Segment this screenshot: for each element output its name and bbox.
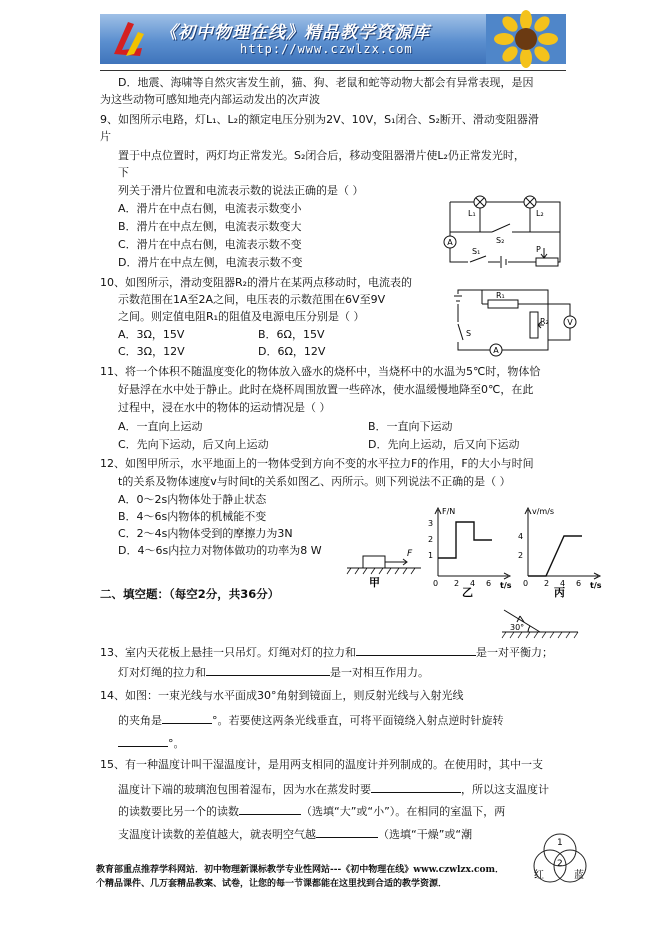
block-object: [363, 556, 385, 568]
q13-text-b: 是一对平衡力；: [476, 646, 553, 659]
q12-chart-yi: [420, 504, 516, 599]
q15-text-g: （选填“干燥”或“潮: [378, 828, 473, 841]
question-line: A．3Ω，15V: [118, 328, 185, 341]
question-line: D．滑片在中点左侧，电流表示数不变: [118, 256, 303, 269]
q13-text-d: 是一对相互作用力。: [330, 666, 429, 679]
question-line: C．先向下运动，后又向上运动: [118, 438, 269, 451]
q13-line2: [118, 664, 429, 680]
q12-x4-label: 4: [470, 579, 476, 588]
site-title: 《初中物理在线》精品教学资源库: [160, 23, 430, 43]
q12-x6-label: 6: [486, 579, 492, 588]
logo-lan: 蓝: [574, 870, 584, 881]
question-line: C．3Ω，12V: [118, 345, 185, 358]
question-line: A．0～2s内物体处于静止状态: [118, 493, 267, 506]
q12-y2-label: 2: [428, 535, 434, 544]
q12-y4-label: 4: [518, 532, 524, 541]
q12-y1-label: 1: [428, 551, 434, 560]
question-line: t的关系及物体速度v与时间t的关系如图乙、丙所示。则下列说法不正确的是（ ）: [118, 475, 511, 488]
question-line: B．6Ω，15V: [258, 328, 325, 341]
question-line: 11、将一个体积不随温度变化的物体放入盛水的烧杯中，当烧杯中的水温为5℃时，物体恰: [100, 365, 541, 378]
q13-blank-2[interactable]: [206, 664, 330, 676]
q12-jia-label: 甲: [369, 576, 380, 589]
lamp-l1-icon: [474, 196, 486, 208]
question-line: 示数范围在1A至2A之间，电压表的示数范围在6V至9V: [118, 293, 386, 306]
q12-x4b-label: 4: [560, 579, 566, 588]
q14-angle-label: 30°: [510, 623, 525, 632]
q13-text-c: 灯对灯绳的拉力和: [118, 666, 206, 679]
header-rule: [100, 70, 566, 71]
q12-t-axis-label: t/s: [500, 581, 512, 590]
q14-text-d: °。: [168, 737, 185, 750]
question-line: 为这些动物可感知地壳内部运动发出的次声波: [100, 93, 320, 106]
q15-blank-3[interactable]: [316, 826, 378, 838]
question-line: 过程中，浸在水中的物体的运动情况是（ ）: [118, 401, 331, 414]
section-title: 二、填空题：（每空2分，共36分）: [100, 587, 280, 601]
switch-s1-icon: [468, 256, 488, 268]
q12-x2-label: 2: [454, 579, 460, 588]
q12-y2b-label: 2: [518, 551, 524, 560]
question-line: D．4～6s内拉力对物体做功的功率为8 W: [118, 544, 322, 557]
q10-circuit-diagram: [448, 284, 580, 362]
footer-line-2: 个精品课件、几万套精品教案、试卷，让您的每一节课都能在这里找到合适的教学资源．: [96, 879, 448, 889]
voltmeter-v-icon: [564, 316, 576, 328]
q10-r2-label: R₂: [540, 317, 549, 326]
q14-blank-1[interactable]: [162, 712, 212, 724]
question-line: 12、如图甲所示，水平地面上的一物体受到方向不变的水平拉力F的作用，F的大小与时间: [100, 457, 534, 470]
question-line: 好悬浮在水中处于静止。此时在烧杯周围放置一些碎冰，使水温缓慢地降至0℃，在此: [118, 383, 534, 396]
question-line: B．一直向下运动: [368, 420, 453, 433]
q14-mirror-diagram: [498, 604, 582, 640]
question-line: A．滑片在中点右侧，电流表示数变小: [118, 202, 302, 215]
question-line: 10、如图所示，滑动变阻器R₂的滑片在某两点移动时，电流表的: [100, 276, 413, 289]
question-line: 列关于滑片位置和电流表示数的说法正确的是（ ）: [118, 184, 364, 197]
q15-text-d: 的读数要比另一个的读数: [118, 805, 239, 818]
force-arrow-icon: [385, 559, 407, 565]
q9-l2-label: L₂: [536, 209, 544, 218]
resistor-r1-icon: [482, 290, 548, 308]
q9-circuit-diagram: [440, 186, 570, 272]
logo-num-2: 2: [557, 859, 563, 869]
footer-line-1: 教育部重点推荐学科网站．初中物理新课标教学专业性网站---《初中物理在线》www.czwlzx.com．: [96, 865, 505, 875]
ammeter-a-icon: [490, 344, 502, 356]
q15-blank-1[interactable]: [371, 781, 461, 793]
question-line: 下: [118, 166, 129, 179]
q15-line1: [100, 758, 543, 772]
q13-line1: [100, 644, 553, 660]
q10-a-label: A: [493, 346, 499, 355]
q9-p-label: P: [536, 245, 541, 254]
q12-y3-label: 3: [428, 519, 434, 528]
q10-v-label: V: [567, 318, 573, 327]
q12-x6b-label: 6: [576, 579, 582, 588]
q9-s1-label: S₁: [472, 247, 481, 256]
question-line: 置于中点位置时，两灯均正常发光。S₂闭合后，移动变阻器滑片使L₂仍正常发光时，: [118, 149, 525, 162]
q14-line2: [118, 712, 504, 728]
question-line: D．6Ω，12V: [258, 345, 326, 358]
question-line: C．2～4s内物体受到的摩擦力为3N: [118, 527, 293, 540]
q12-bing-series-line: [528, 536, 582, 576]
logo-num-1: 1: [557, 838, 563, 848]
q15-line3: [118, 803, 505, 819]
q12-f-axis-label: F/N: [442, 507, 456, 516]
q15-line4: [118, 826, 472, 842]
q14-text-b: 的夹角是: [118, 714, 162, 727]
sunflower-icon: [486, 14, 566, 64]
q14-line3: [118, 735, 185, 751]
question-line: B．4～6s内物体的机械能不变: [118, 510, 267, 523]
q15-text-a: 15、有一种温度计叫干湿温度计，是用两支相同的温度计并列制成的。在使用时，其中一支: [100, 758, 543, 771]
q13-blank-1[interactable]: [356, 644, 476, 656]
rgb-logo-icon: [524, 830, 598, 890]
question-line: C．滑片在中点右侧，电流表示数不变: [118, 238, 302, 251]
ammeter-a-icon: [444, 236, 456, 248]
q10-r1-label: R₁: [496, 291, 505, 300]
q12-yi-series-line: [438, 522, 492, 558]
q14-text-a: 14、如图：一束光线与水平面成30°角射到镜面上，则反射光线与入射光线: [100, 689, 464, 702]
q12-f-label: F: [407, 549, 413, 559]
q9-l1-label: L₁: [468, 209, 476, 218]
question-line: 9、如图所示电路，灯L₁、L₂的额定电压分别为2V、10V，S₁闭合、S₂断开、滑动变阻器滑: [100, 113, 539, 126]
switch-s-icon: [453, 322, 463, 342]
lamp-l2-icon: [524, 196, 536, 208]
q12-yi-label: 乙: [462, 586, 473, 599]
q15-blank-2[interactable]: [239, 803, 301, 815]
q12-x0-label: 0: [433, 579, 439, 588]
q12-v-axis-label: v/m/s: [532, 507, 555, 516]
logo-hong: 红: [534, 870, 544, 881]
q15-text-e: （选填“大”或“小”）。在相同的室温下，两: [301, 805, 506, 818]
q12-t-axis-label-b: t/s: [590, 581, 602, 590]
q14-text-c: °。若要使这两条光线垂直，可将平面镜绕入射点逆时针旋转: [212, 714, 504, 727]
q13-text-a: 13、室内天花板上悬挂一只吊灯。灯绳对灯的拉力和: [100, 646, 356, 659]
q12-x2b-label: 2: [544, 579, 550, 588]
q15-text-c: ，所以这支温度计: [461, 783, 549, 796]
q15-text-f: 支温度计读数的差值越大，就表明空气越: [118, 828, 316, 841]
q15-line2: [118, 781, 549, 797]
q9-s2-label: S₂: [496, 236, 505, 245]
site-url[interactable]: http://www.czwlzx.com: [240, 42, 413, 56]
site-logo-icon: [108, 18, 152, 60]
question-line: A．一直向上运动: [118, 420, 203, 433]
question-line: B．滑片在中点左侧，电流表示数变大: [118, 220, 302, 233]
question-line: 片: [100, 130, 111, 143]
q12-bing-label: 丙: [554, 586, 565, 599]
question-line: 之间。则定值电阻R₁的阻值及电源电压分别是（ ）: [118, 310, 365, 323]
q10-s-label: S: [466, 329, 472, 338]
q12-chart-bing: [510, 504, 610, 599]
q15-text-b: 温度计下端的玻璃泡包围着湿布，因为水在蒸发时要: [118, 783, 371, 796]
battery-icon: [452, 294, 464, 304]
q14-blank-2[interactable]: [118, 735, 168, 747]
battery-icon: [500, 254, 508, 270]
switch-s2-icon: [492, 224, 512, 236]
q12-block-diagram: [345, 536, 425, 588]
q9-a-label: A: [447, 238, 453, 247]
header-banner: [100, 14, 566, 64]
q14-line1: [100, 689, 464, 703]
question-line: D．地震、海啸等自然灾害发生前，猫、狗、老鼠和蛇等动物大都会有异常表现，是因: [118, 76, 534, 89]
question-line: D．先向上运动，后又向下运动: [368, 438, 520, 451]
q12-x0b-label: 0: [523, 579, 529, 588]
